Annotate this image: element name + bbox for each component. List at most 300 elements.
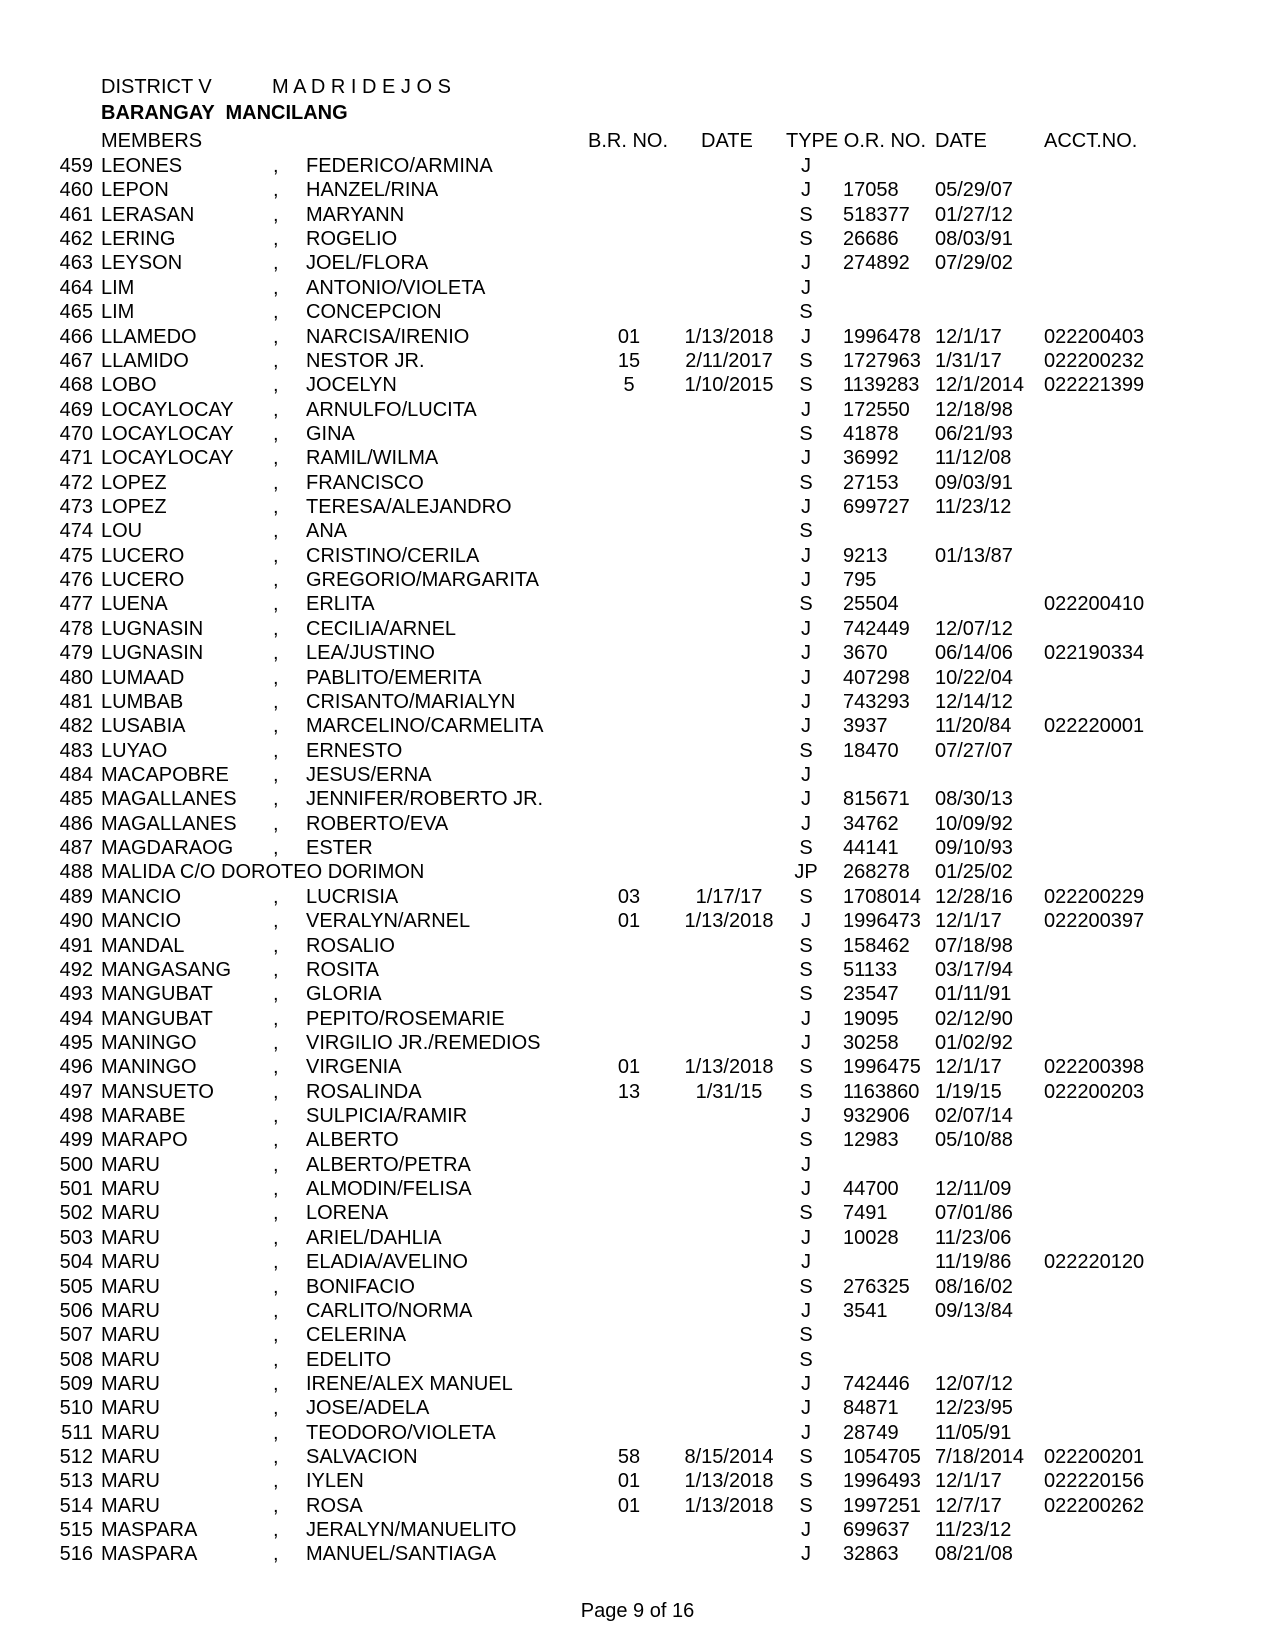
member-last-name: MASPARA xyxy=(101,1543,198,1566)
member-last-name: LOU xyxy=(101,520,143,543)
table-row xyxy=(0,446,1275,470)
or-number: 742449 xyxy=(843,617,910,640)
or-number: 1997251 xyxy=(843,1494,921,1517)
name-separator: , xyxy=(273,374,279,397)
member-first-name: CARLITO/NORMA xyxy=(306,1299,473,1322)
or-date: 11/20/84 xyxy=(935,715,1012,738)
name-separator: , xyxy=(273,1397,279,1420)
member-first-name: ELADIA/AVELINO xyxy=(306,1251,468,1274)
member-last-name: LOCAYLOCAY xyxy=(101,398,234,421)
member-last-name: LOCAYLOCAY xyxy=(101,422,234,445)
br-number: 01 xyxy=(617,910,641,933)
name-separator: , xyxy=(273,1129,279,1152)
or-date: 11/23/06 xyxy=(935,1226,1012,1249)
member-first-name: GREGORIO/MARGARITA xyxy=(306,569,539,592)
member-first-name: NESTOR JR. xyxy=(306,349,425,372)
member-number: 509 xyxy=(59,1372,93,1395)
member-number: 469 xyxy=(59,398,93,421)
account-number: 022200403 xyxy=(1044,325,1145,348)
or-number: 3937 xyxy=(843,715,888,738)
name-separator: , xyxy=(273,301,279,324)
or-number: 3670 xyxy=(843,642,888,665)
table-row xyxy=(0,1226,1275,1250)
member-number: 507 xyxy=(59,1324,93,1347)
or-number: 28749 xyxy=(843,1421,899,1444)
name-separator: , xyxy=(273,1251,279,1274)
br-number: 01 xyxy=(617,1494,641,1517)
member-last-name: LUCERO xyxy=(101,569,185,592)
name-separator: , xyxy=(273,885,279,908)
member-type: J xyxy=(801,1251,811,1274)
member-number: 493 xyxy=(59,983,93,1006)
name-separator: , xyxy=(273,763,279,786)
member-type: J xyxy=(801,569,811,592)
member-last-name: MANCIO xyxy=(101,910,181,933)
member-first-name: JERALYN/MANUELITO xyxy=(306,1519,517,1542)
table-row xyxy=(0,763,1275,787)
name-separator: , xyxy=(273,642,279,665)
name-separator: , xyxy=(273,276,279,299)
member-number: 508 xyxy=(59,1348,93,1371)
name-separator: , xyxy=(273,447,279,470)
member-number: 499 xyxy=(59,1129,93,1152)
member-first-name: CONCEPCION xyxy=(306,301,442,324)
member-first-name: PEPITO/ROSEMARIE xyxy=(306,1007,505,1030)
or-date: 11/23/12 xyxy=(935,1519,1012,1542)
name-separator: , xyxy=(273,934,279,957)
name-separator: , xyxy=(273,1178,279,1201)
member-last-name: MACAPOBRE xyxy=(101,763,229,786)
member-last-name: MAGDARAOG xyxy=(101,837,234,860)
table-row xyxy=(0,1055,1275,1079)
member-first-name: CRISTINO/CERILA xyxy=(306,544,480,567)
or-date: 01/13/87 xyxy=(935,544,1013,567)
member-last-name: LIM xyxy=(101,301,135,324)
member-type: J xyxy=(801,1007,811,1030)
table-row xyxy=(0,617,1275,641)
member-first-name: ARIEL/DAHLIA xyxy=(306,1226,442,1249)
table-row xyxy=(0,544,1275,568)
member-first-name: ROSALINDA xyxy=(306,1080,422,1103)
table-row xyxy=(0,1421,1275,1445)
table-row xyxy=(0,178,1275,202)
member-first-name: CECILIA/ARNEL xyxy=(306,617,457,640)
member-number: 498 xyxy=(59,1105,93,1128)
member-first-name: ERLITA xyxy=(306,593,375,616)
municipality-label: M A D R I D E J O S xyxy=(272,76,451,98)
or-number: 18470 xyxy=(843,739,899,762)
member-last-name: MARU xyxy=(101,1494,160,1517)
member-first-name: JENNIFER/ROBERTO JR. xyxy=(306,788,544,811)
or-number: 9213 xyxy=(843,544,888,567)
member-first-name: CRISANTO/MARIALYN xyxy=(306,690,516,713)
member-number: 497 xyxy=(59,1080,93,1103)
table-row xyxy=(0,1177,1275,1201)
member-number: 489 xyxy=(59,885,93,908)
member-number: 475 xyxy=(59,544,93,567)
or-date: 12/14/12 xyxy=(935,690,1013,713)
or-number: 12983 xyxy=(843,1129,899,1152)
member-type: S xyxy=(799,1202,813,1225)
or-number: 172550 xyxy=(843,398,910,421)
name-separator: , xyxy=(273,1105,279,1128)
name-separator: , xyxy=(273,569,279,592)
member-number: 484 xyxy=(59,763,93,786)
or-date: 08/03/91 xyxy=(935,228,1013,251)
table-row xyxy=(0,1396,1275,1420)
or-number: 158462 xyxy=(843,934,910,957)
account-number: 022200229 xyxy=(1044,885,1145,908)
br-number: 01 xyxy=(617,1470,641,1493)
table-row xyxy=(0,398,1275,422)
name-separator: , xyxy=(273,1446,279,1469)
member-first-name: LORENA xyxy=(306,1202,389,1225)
or-date: 12/1/17 xyxy=(935,1056,1002,1079)
or-date: 12/07/12 xyxy=(935,1372,1013,1395)
member-last-name: LUSABIA xyxy=(101,715,186,738)
member-number: 459 xyxy=(59,155,93,177)
or-number: 7491 xyxy=(843,1202,888,1225)
name-separator: , xyxy=(273,1543,279,1566)
member-type: J xyxy=(801,544,811,567)
barangay-title: BARANGAY MANCILANG xyxy=(101,102,348,124)
member-number: 467 xyxy=(59,349,93,372)
member-type: J xyxy=(801,447,811,470)
member-number: 511 xyxy=(61,1421,93,1444)
member-number: 470 xyxy=(59,422,93,445)
member-type: S xyxy=(799,374,813,397)
member-last-name: MARU xyxy=(101,1372,160,1395)
or-number: 84871 xyxy=(843,1397,899,1420)
name-separator: , xyxy=(273,179,279,202)
member-first-name: IRENE/ALEX MANUEL xyxy=(306,1372,513,1395)
member-type: S xyxy=(799,422,813,445)
or-date: 09/03/91 xyxy=(935,471,1013,494)
name-separator: , xyxy=(273,983,279,1006)
table-row xyxy=(0,1372,1275,1396)
br-date: 1/10/2015 xyxy=(684,374,774,397)
member-type: S xyxy=(799,958,813,981)
member-type: J xyxy=(801,1153,811,1176)
or-number: 1996478 xyxy=(843,325,921,348)
member-number: 500 xyxy=(59,1153,93,1176)
or-date: 12/1/2014 xyxy=(935,374,1024,397)
name-separator: , xyxy=(273,617,279,640)
name-separator: , xyxy=(273,1031,279,1054)
or-date: 10/22/04 xyxy=(935,666,1013,689)
member-last-name: MARU xyxy=(101,1226,160,1249)
name-separator: , xyxy=(273,203,279,226)
or-date: 12/28/16 xyxy=(935,885,1013,908)
member-first-name: ALMODIN/FELISA xyxy=(306,1178,472,1201)
member-type: S xyxy=(799,301,813,324)
member-first-name: SALVACION xyxy=(306,1446,418,1469)
member-number: 506 xyxy=(59,1299,93,1322)
or-number: 41878 xyxy=(843,422,899,445)
table-row xyxy=(0,422,1275,446)
name-separator: , xyxy=(273,228,279,251)
br-date: 1/17/17 xyxy=(695,885,763,908)
member-type: J xyxy=(801,276,811,299)
member-first-name: ESTER xyxy=(306,837,373,860)
member-number: 466 xyxy=(59,325,93,348)
or-date: 06/21/93 xyxy=(935,422,1013,445)
name-separator: , xyxy=(273,398,279,421)
name-separator: , xyxy=(273,422,279,445)
table-row xyxy=(0,227,1275,251)
member-first-name: JOEL/FLORA xyxy=(306,252,429,275)
or-date: 08/16/02 xyxy=(935,1275,1013,1298)
member-last-name: MANINGO xyxy=(101,1031,197,1054)
name-separator: , xyxy=(273,690,279,713)
or-number: 795 xyxy=(843,569,877,592)
member-first-name: MARYANN xyxy=(306,203,405,226)
or-date: 1/31/17 xyxy=(935,349,1002,372)
name-separator: , xyxy=(273,1007,279,1030)
name-separator: , xyxy=(273,1324,279,1347)
member-last-name: LUMBAB xyxy=(101,690,184,713)
or-number: 407298 xyxy=(843,666,910,689)
member-first-name: EDELITO xyxy=(306,1348,392,1371)
table-row xyxy=(0,1445,1275,1469)
or-date: 07/29/02 xyxy=(935,252,1013,275)
name-separator: , xyxy=(273,349,279,372)
table-row xyxy=(0,1128,1275,1152)
account-number: 022200397 xyxy=(1044,910,1145,933)
col-date-header: DATE xyxy=(701,130,753,152)
member-type: J xyxy=(801,642,811,665)
member-first-name: ALBERTO xyxy=(306,1129,399,1152)
br-number: 01 xyxy=(617,1056,641,1079)
member-type: S xyxy=(799,203,813,226)
member-type: S xyxy=(799,349,813,372)
or-date: 07/01/86 xyxy=(935,1202,1013,1225)
member-last-name: LUGNASIN xyxy=(101,617,204,640)
member-last-name: MARU xyxy=(101,1348,160,1371)
member-first-name: RAMIL/WILMA xyxy=(306,447,439,470)
member-last-name: MARU xyxy=(101,1299,160,1322)
name-separator: , xyxy=(273,788,279,811)
or-number: 268278 xyxy=(843,861,910,884)
member-type: J xyxy=(801,155,811,177)
member-type: J xyxy=(801,1031,811,1054)
br-date: 2/11/2017 xyxy=(685,349,773,372)
or-number: 518377 xyxy=(843,203,910,226)
member-last-name: LIM xyxy=(101,276,135,299)
member-first-name: MANUEL/SANTIAGA xyxy=(306,1543,497,1566)
member-first-name: ERNESTO xyxy=(306,739,403,762)
or-date: 08/21/08 xyxy=(935,1543,1013,1566)
table-row xyxy=(0,714,1275,738)
or-date: 11/23/12 xyxy=(935,496,1012,519)
member-type: S xyxy=(799,1348,813,1371)
member-first-name: GINA xyxy=(306,422,355,445)
table-row xyxy=(0,519,1275,543)
table-row xyxy=(0,154,1275,178)
or-date: 07/27/07 xyxy=(935,739,1013,762)
table-row xyxy=(0,1299,1275,1323)
table-row xyxy=(0,860,1275,884)
col-type-or-header: TYPE O.R. NO. xyxy=(786,130,927,152)
or-number: 44700 xyxy=(843,1178,899,1201)
or-date: 12/23/95 xyxy=(935,1397,1013,1420)
or-number: 30258 xyxy=(843,1031,899,1054)
member-number: 512 xyxy=(59,1446,93,1469)
table-row xyxy=(0,1469,1275,1493)
table-row xyxy=(0,641,1275,665)
member-first-name: JESUS/ERNA xyxy=(306,763,432,786)
page-number: Page 9 of 16 xyxy=(580,1600,695,1622)
br-number: 03 xyxy=(617,885,641,908)
name-separator: , xyxy=(273,1275,279,1298)
name-separator: , xyxy=(273,1348,279,1371)
member-first-name: VIRGILIO JR./REMEDIOS xyxy=(306,1031,541,1054)
table-row xyxy=(0,666,1275,690)
or-number: 26686 xyxy=(843,228,899,251)
member-first-name: HANZEL/RINA xyxy=(306,179,439,202)
member-last-name: MARU xyxy=(101,1202,160,1225)
or-date: 12/1/17 xyxy=(935,325,1002,348)
member-last-name: MARU xyxy=(101,1153,160,1176)
member-last-name: LUGNASIN xyxy=(101,642,204,665)
table-row xyxy=(0,1031,1275,1055)
member-number: 492 xyxy=(59,958,93,981)
member-type: J xyxy=(801,1299,811,1322)
member-last-name: LEPON xyxy=(101,179,169,202)
or-date: 1/19/15 xyxy=(935,1080,1002,1103)
table-row xyxy=(0,958,1275,982)
member-type: J xyxy=(801,252,811,275)
member-first-name: JOCELYN xyxy=(306,374,397,397)
or-date: 12/7/17 xyxy=(935,1494,1002,1517)
member-type: S xyxy=(799,1129,813,1152)
table-row xyxy=(0,934,1275,958)
or-number: 699727 xyxy=(843,496,910,519)
member-type: J xyxy=(801,496,811,519)
member-type: J xyxy=(801,690,811,713)
or-date: 02/12/90 xyxy=(935,1007,1013,1030)
member-last-name: LOPEZ xyxy=(101,496,167,519)
table-row xyxy=(0,1323,1275,1347)
or-date: 03/17/94 xyxy=(935,958,1013,981)
or-number: 44141 xyxy=(843,837,899,860)
or-date: 12/1/17 xyxy=(935,1470,1002,1493)
member-last-name: MANGUBAT xyxy=(101,1007,213,1030)
member-first-name: JOSE/ADELA xyxy=(306,1397,430,1420)
name-separator: , xyxy=(273,1470,279,1493)
or-number: 274892 xyxy=(843,252,910,275)
account-number: 022220120 xyxy=(1044,1251,1145,1274)
member-last-name: LLAMIDO xyxy=(101,349,189,372)
member-number: 514 xyxy=(59,1494,93,1517)
or-date: 01/25/02 xyxy=(935,861,1013,884)
member-last-name: MARU xyxy=(101,1446,160,1469)
member-last-name: MANINGO xyxy=(101,1056,197,1079)
table-row xyxy=(0,373,1275,397)
member-type: J xyxy=(801,1178,811,1201)
name-separator: , xyxy=(273,715,279,738)
account-number: 022221399 xyxy=(1044,374,1145,397)
table-row xyxy=(0,1201,1275,1225)
or-date: 06/14/06 xyxy=(935,642,1013,665)
member-number: 483 xyxy=(59,739,93,762)
member-type: J xyxy=(801,910,811,933)
table-row xyxy=(0,349,1275,373)
name-separator: , xyxy=(273,1153,279,1176)
or-date: 01/02/92 xyxy=(935,1031,1013,1054)
name-separator: , xyxy=(273,1421,279,1444)
member-last-name: MANGASANG xyxy=(101,958,232,981)
table-row xyxy=(0,276,1275,300)
member-type: S xyxy=(799,1080,813,1103)
table-row xyxy=(0,1348,1275,1372)
member-type: S xyxy=(799,1324,813,1347)
member-number: 480 xyxy=(59,666,93,689)
or-date: 11/19/86 xyxy=(935,1251,1012,1274)
member-type: J xyxy=(801,1105,811,1128)
member-first-name: SULPICIA/RAMIR xyxy=(306,1105,468,1128)
or-date: 02/07/14 xyxy=(935,1105,1013,1128)
member-last-name: MALIDA C/O DOROTEO DORIMON xyxy=(101,861,425,884)
member-last-name: MANGUBAT xyxy=(101,983,213,1006)
member-type: S xyxy=(799,1470,813,1493)
member-last-name: MASPARA xyxy=(101,1519,198,1542)
table-row xyxy=(0,1494,1275,1518)
name-separator: , xyxy=(273,155,279,177)
br-date: 1/13/2018 xyxy=(684,910,774,933)
member-type: J xyxy=(801,715,811,738)
member-last-name: LLAMEDO xyxy=(101,325,197,348)
member-number: 504 xyxy=(59,1251,93,1274)
name-separator: , xyxy=(273,812,279,835)
member-last-name: LOCAYLOCAY xyxy=(101,447,234,470)
account-number: 022200232 xyxy=(1044,349,1145,372)
or-number: 1996493 xyxy=(843,1470,921,1493)
account-number: 022220156 xyxy=(1044,1470,1145,1493)
account-number: 022200398 xyxy=(1044,1056,1145,1079)
member-type: S xyxy=(799,1446,813,1469)
or-number: 34762 xyxy=(843,812,899,835)
table-row xyxy=(0,739,1275,763)
name-separator: , xyxy=(273,910,279,933)
or-date: 12/07/12 xyxy=(935,617,1013,640)
member-type: J xyxy=(801,1226,811,1249)
or-number: 932906 xyxy=(843,1105,910,1128)
member-type: S xyxy=(799,983,813,1006)
or-date: 09/10/93 xyxy=(935,837,1013,860)
member-first-name: ARNULFO/LUCITA xyxy=(306,398,477,421)
member-number: 495 xyxy=(59,1031,93,1054)
member-number: 472 xyxy=(59,471,93,494)
member-number: 505 xyxy=(59,1275,93,1298)
or-date: 05/10/88 xyxy=(935,1129,1013,1152)
member-type: S xyxy=(799,520,813,543)
or-number: 1996475 xyxy=(843,1056,921,1079)
member-number: 468 xyxy=(59,374,93,397)
or-date: 08/30/13 xyxy=(935,788,1013,811)
member-number: 491 xyxy=(59,934,93,957)
or-date: 01/27/12 xyxy=(935,203,1013,226)
member-first-name: ROSITA xyxy=(306,958,379,981)
member-type: J xyxy=(801,1543,811,1566)
br-number: 01 xyxy=(617,325,641,348)
or-number: 699637 xyxy=(843,1519,910,1542)
name-separator: , xyxy=(273,593,279,616)
member-number: 474 xyxy=(59,520,93,543)
member-type: S xyxy=(799,1494,813,1517)
member-first-name: FRANCISCO xyxy=(306,471,424,494)
member-first-name: CELERINA xyxy=(306,1324,407,1347)
